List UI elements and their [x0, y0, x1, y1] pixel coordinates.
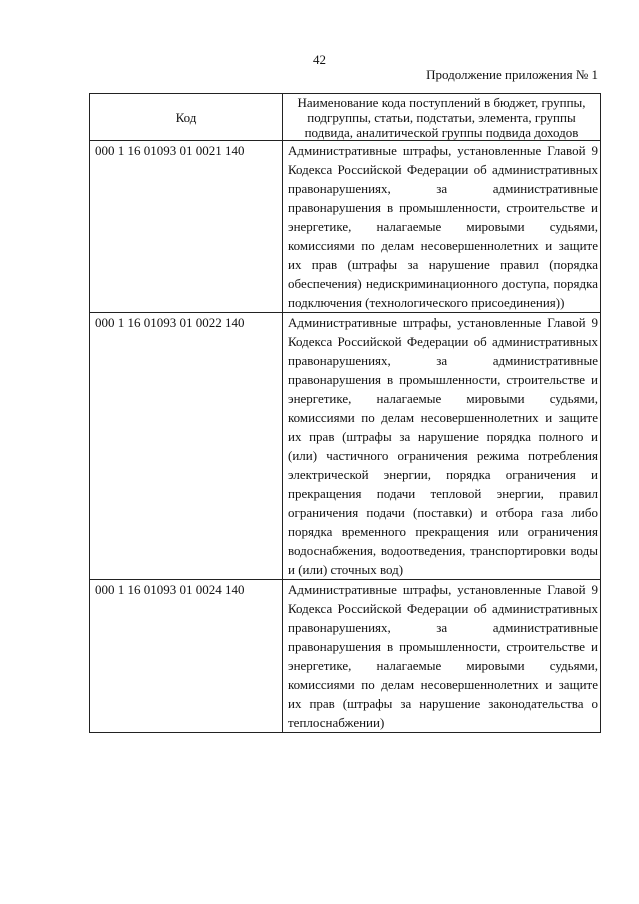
table-header-row — [90, 94, 601, 141]
code-column-header: Код — [90, 94, 283, 141]
revenue-code-description: Административные штрафы, установленные Главой 9 Кодекса Российской Федерации об административных правонарушениях, за административные правонарушения в промышленности, строительстве и энергетике, налагаемые мировыми судьями, комиссиями по делам несовершеннолетних и защите их прав (штрафы за нарушение порядка полного и (или) частичного ограничения режима потребления электрической энергии, порядка ограничения и прекращения подачи тепловой энергии, правил ограничения подачи (поставки) и отбора газа либо порядка временного прекращения или ограничения водоснабжения, водоотведения, транспортировки воды и (или) сточных вод) — [283, 313, 601, 580]
revenue-code-description: Административные штрафы, установленные Главой 9 Кодекса Российской Федерации об административных правонарушениях, за административные правонарушения в промышленности, строительстве и энергетике, налагаемые мировыми судьями, комиссиями по делам несовершеннолетних и защите их прав (штрафы за нарушение законодательства о теплоснабжении) — [283, 580, 601, 733]
table-row — [90, 580, 601, 733]
revenue-code-description: Административные штрафы, установленные Главой 9 Кодекса Российской Федерации об административных правонарушениях, за административные правонарушения в промышленности, строительстве и энергетике, налагаемые мировыми судьями, комиссиями по делам несовершеннолетних и защите их прав (штрафы за нарушение правил (порядка обеспечения) недискриминационного доступа, порядка подключения (технологического присоединения)) — [283, 141, 601, 313]
appendix-continuation-label: Продолжение приложения № 1 — [426, 67, 598, 82]
name-column-header: Наименование кода поступлений в бюджет, группы, подгруппы, статьи, подстатьи, элемента, группы подвида, аналитической группы подвида доходов — [283, 94, 601, 141]
revenue-codes-table — [89, 93, 601, 733]
revenue-code: 000 1 16 01093 01 0021 140 — [90, 141, 283, 313]
table-row — [90, 141, 601, 313]
table-row — [90, 313, 601, 580]
revenue-code: 000 1 16 01093 01 0022 140 — [90, 313, 283, 580]
revenue-code: 000 1 16 01093 01 0024 140 — [90, 580, 283, 733]
page-number: 42 — [313, 52, 326, 67]
